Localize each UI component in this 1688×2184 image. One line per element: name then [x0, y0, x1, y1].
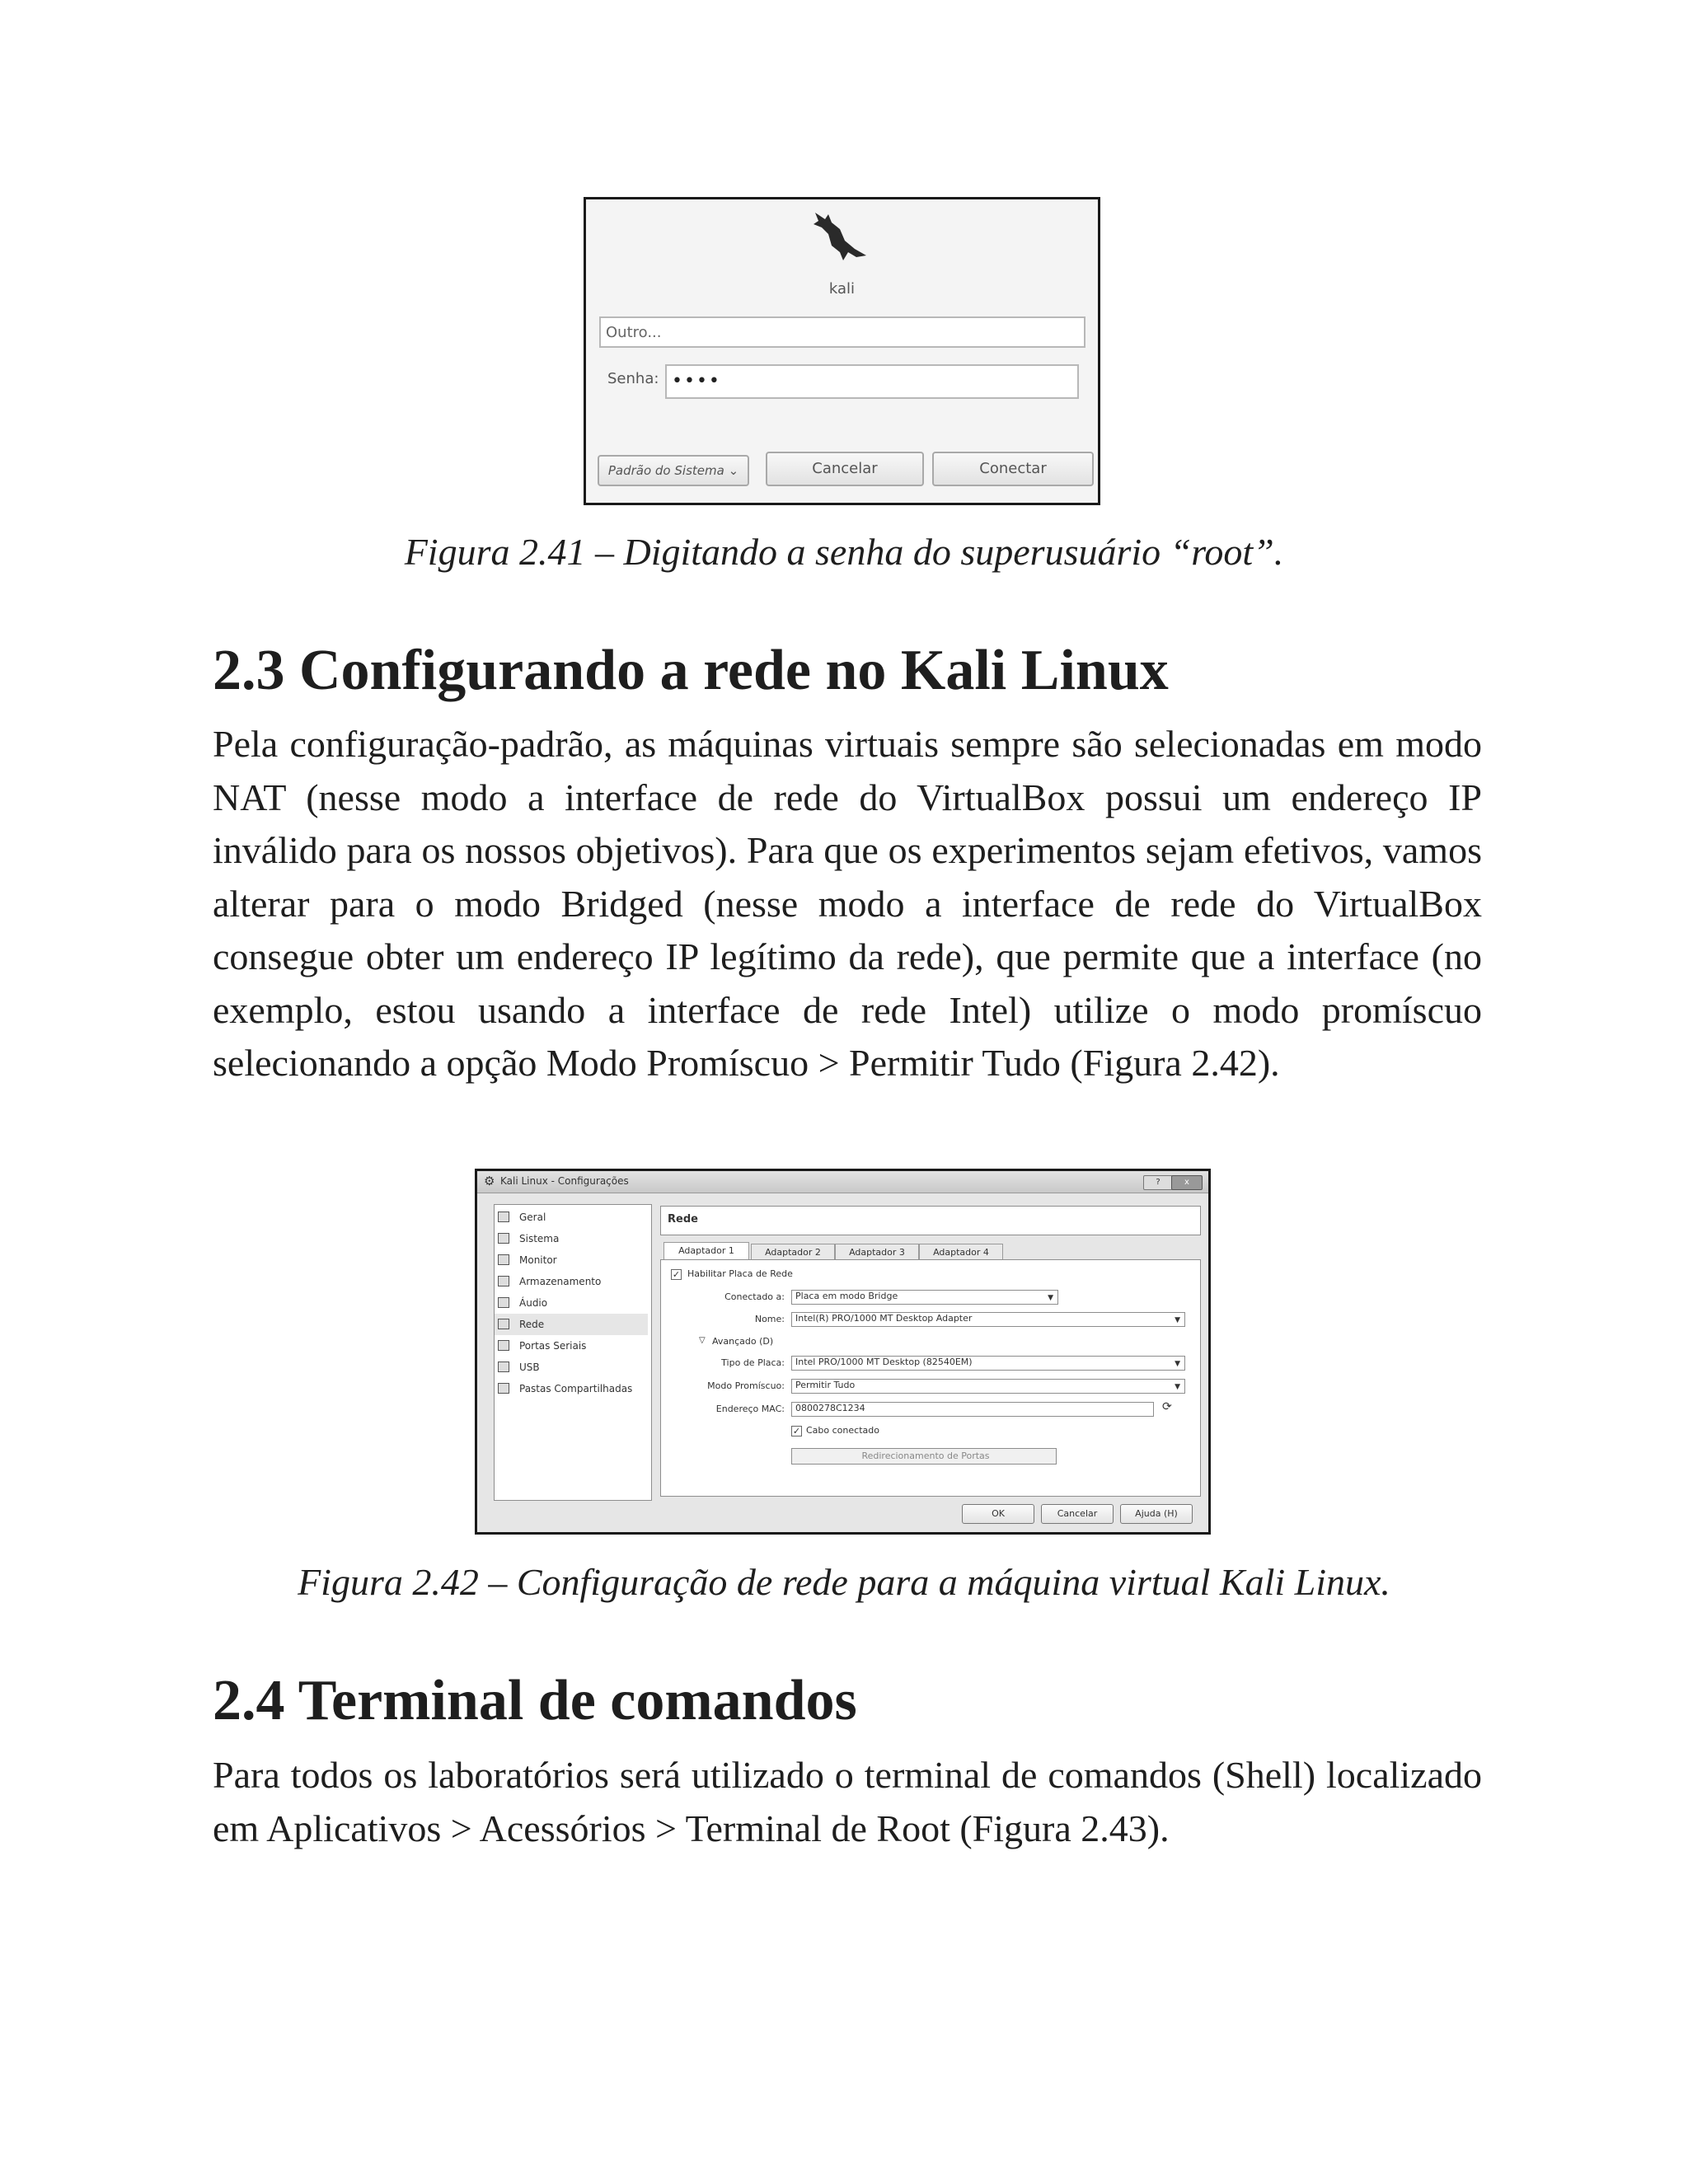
username-input[interactable]	[599, 316, 1085, 348]
username-placeholder: Outro...	[606, 324, 662, 341]
close-window-button[interactable]: x	[1171, 1175, 1203, 1190]
dropdown-arrow-icon: ▼	[1048, 1294, 1053, 1302]
mac-address-label: Endereço MAC:	[715, 1404, 785, 1414]
kali-dragon-icon	[807, 208, 870, 269]
usb-icon	[498, 1361, 509, 1372]
section-2-3-paragraph: Pela configuração-padrão, as máquinas virtuais sempre são selecionadas em modo NAT (nesse modo a interface de rede do VirtualBox possui um endereço IP inválido para os nossos objetivos). Para que os experimentos sejam efetivos, vamos alterar para o modo Bridged (nesse modo a interface de rede do VirtualBox consegue obter um endereço IP legítimo da rede), que permite que a interface (no exemplo, estou usando a interface de rede Intel) utilize o modo promíscuo selecionando a opção Modo Promíscuo > Permitir Tudo (Figura 2.42).	[213, 723, 1482, 1084]
section-2-3-heading: 2.3 Configurando a rede no Kali Linux	[213, 639, 1169, 702]
expand-triangle-icon: ▽	[699, 1336, 706, 1345]
ok-button[interactable]: OK	[962, 1504, 1034, 1524]
help-button[interactable]: Ajuda (H)	[1120, 1504, 1193, 1524]
session-dropdown[interactable]	[598, 455, 749, 486]
gear-icon: ⚙	[484, 1174, 495, 1188]
mac-address-value: 0800278C1234	[795, 1403, 865, 1413]
connect-button[interactable]: Conectar	[932, 452, 1094, 486]
window-title: Kali Linux - Configurações	[500, 1175, 629, 1187]
virtualbox-settings-screenshot	[475, 1169, 1211, 1535]
adapter-type-label: Tipo de Placa:	[721, 1357, 785, 1368]
connected-to-select[interactable]	[791, 1290, 1058, 1305]
disk-icon	[498, 1276, 509, 1286]
connected-to-value: Placa em modo Bridge	[795, 1291, 898, 1301]
enable-adapter-label: Habilitar Placa de Rede	[687, 1268, 793, 1279]
panel-title: Rede	[668, 1213, 698, 1226]
tab-adaptador-4[interactable]: Adaptador 4	[919, 1244, 1003, 1260]
password-value: ••••	[672, 371, 721, 391]
cancel-button[interactable]: Cancelar	[766, 452, 924, 486]
settings-sidebar	[494, 1204, 652, 1501]
dropdown-arrow-icon: ▼	[1175, 1316, 1180, 1324]
sidebar-item-audio[interactable]: Áudio	[498, 1292, 654, 1314]
network-icon	[498, 1319, 509, 1329]
monitor-icon	[498, 1212, 509, 1222]
mac-address-input[interactable]	[791, 1402, 1154, 1417]
name-value: Intel(R) PRO/1000 MT Desktop Adapter	[795, 1313, 973, 1324]
folder-icon	[498, 1383, 509, 1394]
dropdown-arrow-icon: ▼	[1175, 1383, 1180, 1391]
password-input[interactable]	[665, 364, 1079, 399]
adapter-type-value: Intel PRO/1000 MT Desktop (82540EM)	[795, 1357, 973, 1367]
speaker-icon	[498, 1297, 509, 1308]
sidebar-item-portas-seriais[interactable]: Portas Seriais	[498, 1335, 654, 1357]
promiscuous-mode-select[interactable]	[791, 1379, 1185, 1394]
chevron-down-icon: ⌄	[728, 463, 739, 478]
sidebar-item-sistema[interactable]: Sistema	[498, 1228, 654, 1249]
sidebar-item-monitor[interactable]: Monitor	[498, 1249, 654, 1271]
sidebar-item-pastas-compartilhadas[interactable]: Pastas Compartilhadas	[498, 1378, 654, 1399]
kali-login-screenshot	[584, 197, 1100, 505]
panel-title-box	[660, 1206, 1201, 1235]
cable-connected-label: Cabo conectado	[806, 1425, 879, 1436]
port-forwarding-label: Redirecionamento de Portas	[861, 1451, 990, 1461]
connected-to-label: Conectado a:	[724, 1291, 785, 1302]
tab-adaptador-3[interactable]: Adaptador 3	[835, 1244, 919, 1260]
chip-icon	[498, 1233, 509, 1244]
cable-connected-checkbox[interactable]: ✓	[792, 1426, 801, 1436]
sidebar-item-usb[interactable]: USB	[498, 1357, 654, 1378]
kali-app-name: kali	[828, 280, 856, 298]
refresh-mac-icon[interactable]: ⟳	[1162, 1400, 1172, 1413]
figure-2-41-caption: Figura 2.41 – Digitando a senha do superusuário “root”.	[404, 531, 1284, 573]
adapter-type-select[interactable]	[791, 1356, 1185, 1371]
promiscuous-mode-label: Modo Promíscuo:	[707, 1380, 785, 1391]
tab-adaptador-1[interactable]: Adaptador 1	[663, 1242, 749, 1260]
cancel-settings-button[interactable]: Cancelar	[1041, 1504, 1114, 1524]
name-select[interactable]	[791, 1312, 1185, 1327]
advanced-toggle[interactable]: Avançado (D)	[712, 1336, 774, 1347]
enable-adapter-checkbox[interactable]: ✓	[672, 1269, 681, 1280]
port-forwarding-button[interactable]	[791, 1448, 1057, 1465]
section-2-4-heading: 2.4 Terminal de comandos	[213, 1669, 857, 1732]
session-dropdown-label: Padrão do Sistema	[607, 463, 724, 478]
name-label: Nome:	[754, 1314, 785, 1324]
password-label: Senha:	[607, 370, 659, 387]
figure-2-42-caption: Figura 2.42 – Configuração de rede para a máquina virtual Kali Linux.	[298, 1561, 1390, 1603]
serial-port-icon	[498, 1340, 509, 1351]
adapter-panel	[660, 1259, 1201, 1497]
sidebar-item-geral[interactable]: Geral	[498, 1207, 654, 1228]
window-titlebar	[477, 1171, 1208, 1193]
help-window-button[interactable]: ?	[1143, 1175, 1173, 1190]
sidebar-item-rede[interactable]: Rede	[495, 1314, 648, 1335]
display-icon	[498, 1254, 509, 1265]
sidebar-item-armazenamento[interactable]: Armazenamento	[498, 1271, 654, 1292]
tab-adaptador-2[interactable]: Adaptador 2	[751, 1244, 835, 1260]
promiscuous-mode-value: Permitir Tudo	[795, 1380, 856, 1390]
dropdown-arrow-icon: ▼	[1175, 1360, 1180, 1368]
section-2-4-paragraph: Para todos os laboratórios será utilizado o terminal de comandos (Shell) localizado em Aplicativos > Acessórios > Terminal de Root (Figura 2.43).	[213, 1754, 1482, 1849]
